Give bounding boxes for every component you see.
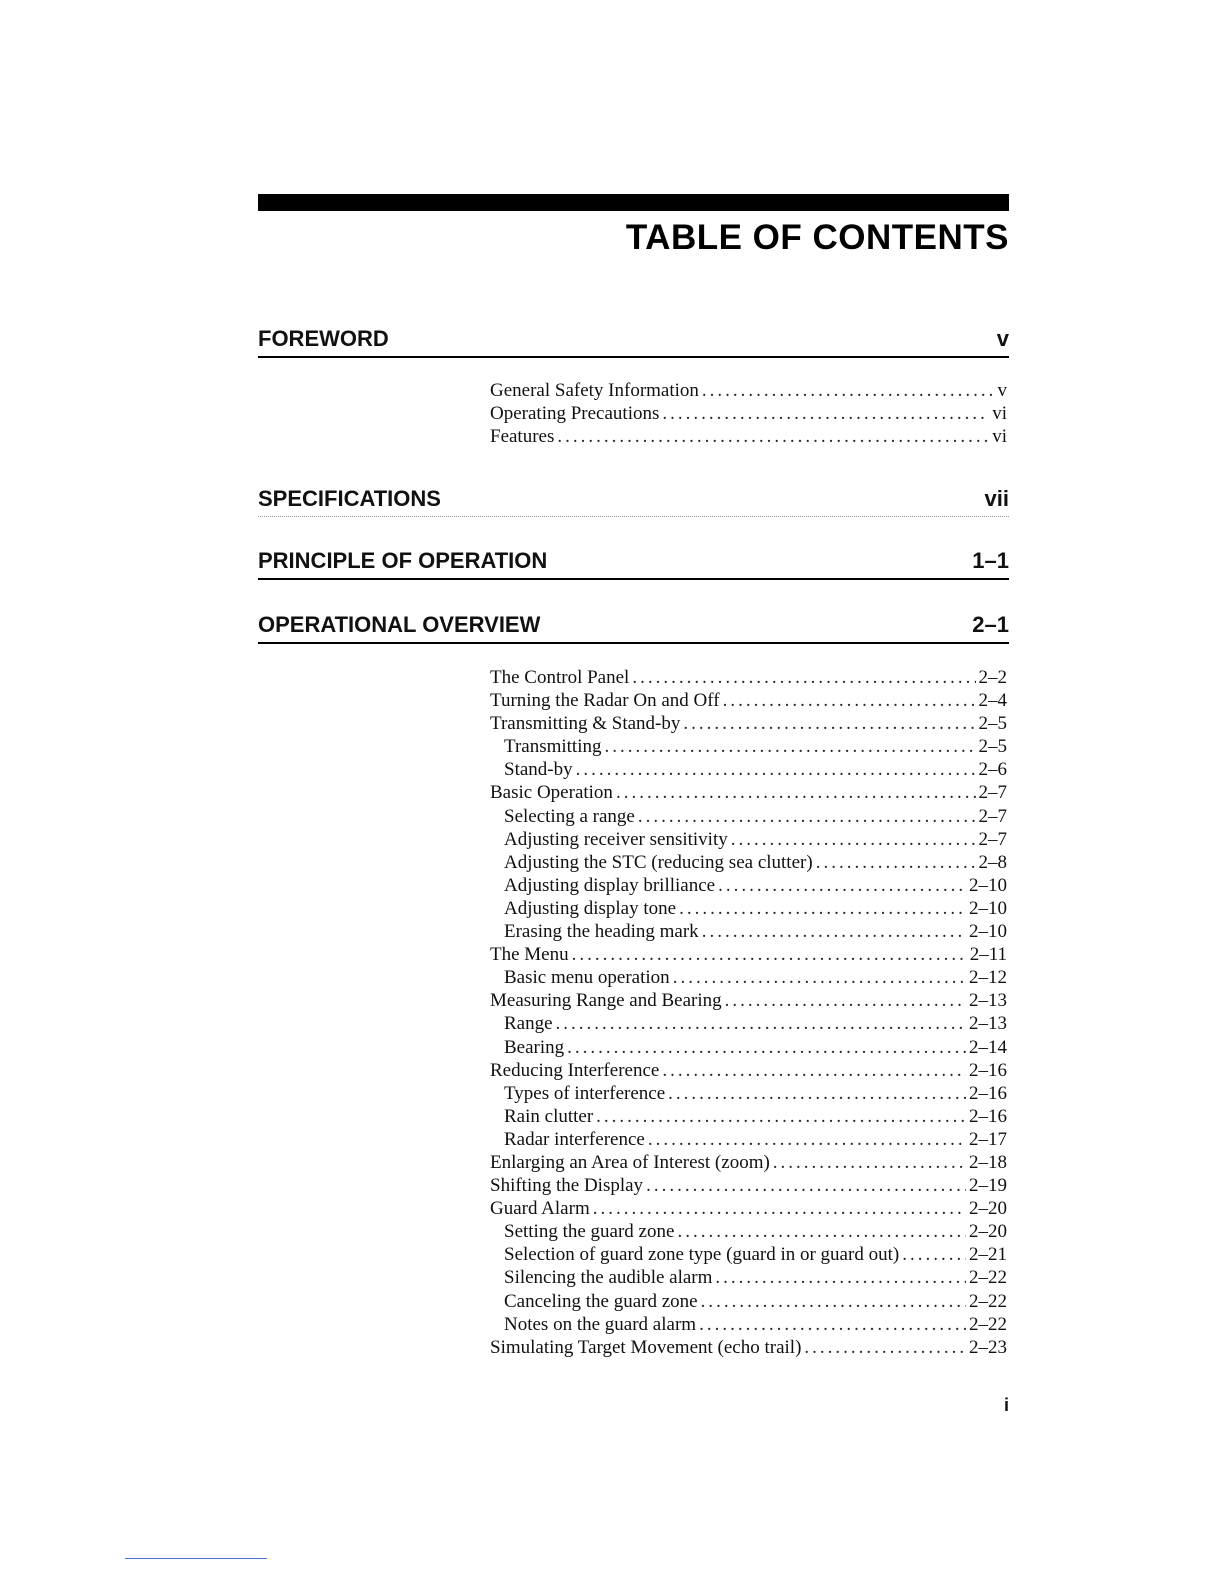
dot-leader	[632, 666, 975, 689]
dot-leader	[646, 1174, 966, 1197]
toc-subentry[interactable]	[490, 1290, 1007, 1313]
entry-page: 2–23	[969, 1336, 1007, 1358]
entry-page: 2–20	[969, 1198, 1007, 1220]
entry-label: Stand-by	[504, 759, 573, 781]
section-page: v	[996, 326, 1009, 351]
entry-page: 2–22	[969, 1267, 1007, 1289]
toc-entry[interactable]	[490, 781, 1007, 804]
toc-entry[interactable]	[490, 989, 1007, 1012]
scan-artifact-line	[125, 1558, 267, 1559]
entry-page: 2–14	[969, 1036, 1007, 1058]
entry-page: 2–5	[978, 736, 1007, 758]
dot-leader	[702, 920, 966, 943]
toc-subentry[interactable]	[490, 874, 1007, 897]
dot-leader	[638, 805, 976, 828]
entry-label: Adjusting the STC (reducing sea clutter)	[504, 851, 813, 873]
entry-page: 2–7	[978, 828, 1007, 850]
entry-page: 2–2	[978, 667, 1007, 688]
dot-leader	[723, 689, 976, 712]
entry-label: Guard Alarm	[490, 1198, 590, 1220]
dot-leader	[557, 425, 989, 448]
toc-subentry[interactable]	[490, 1128, 1007, 1151]
toc-subentry[interactable]	[490, 851, 1007, 874]
section-heading-specifications[interactable]	[258, 477, 1009, 517]
toc-subentry[interactable]	[490, 920, 1007, 943]
dot-leader	[683, 712, 975, 735]
entry-page: 2–10	[969, 897, 1007, 919]
dot-leader	[576, 758, 976, 781]
dot-leader	[725, 989, 966, 1012]
entry-page: 2–5	[978, 713, 1007, 735]
entry-label: Erasing the heading mark	[504, 921, 699, 943]
entry-page: 2–22	[969, 1313, 1007, 1335]
entry-label: Measuring Range and Bearing	[490, 990, 722, 1012]
entry-label: Radar interference	[504, 1128, 645, 1150]
section-page: vii	[984, 486, 1009, 511]
entry-page: 2–8	[978, 851, 1007, 873]
toc-entry[interactable]	[490, 402, 1007, 425]
entry-page: 2–6	[978, 759, 1007, 781]
dot-leader	[731, 828, 976, 851]
entry-page: 2–7	[978, 805, 1007, 827]
entry-page: 2–13	[969, 1013, 1007, 1035]
toc-entry[interactable]	[490, 689, 1007, 712]
dot-leader	[673, 966, 966, 989]
entry-label: Types of interference	[504, 1082, 666, 1104]
toc-subentry[interactable]	[490, 966, 1007, 989]
entry-label: Selection of guard zone type (guard in or guard out)	[504, 1244, 900, 1266]
dot-leader	[593, 1197, 966, 1220]
entry-label: Turning the Radar On and Off	[490, 690, 720, 712]
dot-leader	[804, 1336, 966, 1359]
entry-label: General Safety Information	[490, 380, 699, 401]
entry-label: Shifting the Display	[490, 1175, 644, 1197]
entry-page: 2–17	[969, 1128, 1007, 1150]
toc-entry[interactable]	[490, 666, 1007, 689]
entry-page: vi	[992, 403, 1007, 425]
entry-label: Setting the guard zone	[504, 1221, 675, 1243]
entry-page: 2–21	[969, 1244, 1007, 1266]
section-title: PRINCIPLE OF OPERATION	[258, 548, 548, 573]
page-number: i	[1004, 1395, 1010, 1415]
toc-entry[interactable]	[490, 943, 1007, 966]
entry-page: 2–22	[969, 1290, 1007, 1312]
entry-page: 2–11	[969, 944, 1007, 966]
toc-entry[interactable]	[490, 1197, 1007, 1220]
toc-subentry[interactable]	[490, 1082, 1007, 1105]
entry-label: Adjusting display tone	[504, 897, 677, 919]
dot-leader	[567, 1036, 966, 1059]
entry-label: Transmitting & Stand-by	[490, 713, 681, 735]
toc-entry[interactable]	[490, 379, 1007, 402]
entry-page: 2–10	[969, 921, 1007, 943]
toc-subentry[interactable]	[490, 1105, 1007, 1128]
entry-label: Canceling the guard zone	[504, 1290, 698, 1312]
dot-leader	[702, 379, 995, 402]
entry-page: 2–10	[969, 874, 1007, 896]
entry-page: 2–4	[978, 690, 1007, 712]
dot-leader	[718, 874, 966, 897]
entry-label: Range	[504, 1013, 553, 1035]
toc-entry[interactable]	[490, 1059, 1007, 1082]
dot-leader	[616, 781, 976, 804]
entry-label: Selecting a range	[504, 805, 635, 827]
toc-entry[interactable]	[490, 1336, 1007, 1359]
dot-leader	[677, 1220, 966, 1243]
toc-subentry[interactable]	[490, 805, 1007, 828]
toc-subentry[interactable]	[490, 1012, 1007, 1035]
entry-page: 2–16	[969, 1082, 1007, 1104]
toc-entry[interactable]	[490, 712, 1007, 735]
header-rule	[258, 194, 1009, 211]
section-heading-operational-overview[interactable]	[258, 604, 1009, 644]
toc-subentry[interactable]	[490, 828, 1007, 851]
dot-leader	[699, 1313, 966, 1336]
entry-page: v	[997, 380, 1007, 401]
toc-entry[interactable]	[490, 425, 1007, 448]
entry-page: 2–12	[969, 967, 1007, 989]
dot-leader	[662, 1059, 966, 1082]
entry-label: Adjusting display brilliance	[504, 874, 716, 896]
entry-page: vi	[992, 426, 1007, 448]
section-page: 2–1	[972, 612, 1009, 637]
foreword-entries	[490, 379, 1007, 448]
entry-label: Reducing Interference	[490, 1059, 660, 1081]
entry-page: 2–19	[969, 1175, 1007, 1197]
dot-leader	[596, 1105, 966, 1128]
toc-subentry[interactable]	[490, 1220, 1007, 1243]
dot-leader	[773, 1151, 966, 1174]
entry-label: Basic Operation	[490, 782, 613, 804]
entry-label: Notes on the guard alarm	[504, 1313, 697, 1335]
section-heading-foreword[interactable]	[258, 318, 1009, 358]
dot-leader	[701, 1290, 966, 1313]
dot-leader	[668, 1082, 966, 1105]
section-title: FOREWORD	[258, 326, 389, 351]
toc-subentry[interactable]	[490, 758, 1007, 781]
entry-label: The Control Panel	[490, 667, 630, 688]
dot-leader	[556, 1012, 966, 1035]
entry-label: The Menu	[490, 944, 569, 966]
operational-overview-entries	[490, 666, 1007, 1359]
entry-label: Rain clutter	[504, 1105, 594, 1127]
toc-entry[interactable]	[490, 1174, 1007, 1197]
dot-leader	[715, 1266, 966, 1289]
dot-leader	[662, 402, 989, 425]
toc-subentry[interactable]	[490, 1243, 1007, 1266]
entry-page: 2–16	[969, 1059, 1007, 1081]
entry-label: Operating Precautions	[490, 403, 660, 425]
entry-page: 2–7	[978, 782, 1007, 804]
dot-leader	[816, 851, 976, 874]
entry-label: Features	[490, 426, 555, 448]
section-title: SPECIFICATIONS	[258, 486, 441, 511]
dot-leader	[572, 943, 967, 966]
entry-label: Transmitting	[504, 736, 602, 758]
toc-subentry[interactable]	[490, 735, 1007, 758]
entry-label: Basic menu operation	[504, 967, 670, 989]
entry-page: 2–20	[969, 1221, 1007, 1243]
entry-label: Adjusting receiver sensitivity	[504, 828, 728, 850]
section-page: 1–1	[972, 548, 1009, 573]
entry-label: Bearing	[504, 1036, 565, 1058]
toc-subentry[interactable]	[490, 1313, 1007, 1336]
section-heading-principle-of-operation[interactable]	[258, 540, 1009, 580]
entry-page: 2–13	[969, 990, 1007, 1012]
page-title: TABLE OF CONTENTS	[625, 218, 1009, 257]
entry-label: Enlarging an Area of Interest (zoom)	[490, 1151, 770, 1173]
dot-leader	[902, 1243, 966, 1266]
entry-page: 2–18	[969, 1151, 1007, 1173]
dot-leader	[648, 1128, 966, 1151]
entry-label: Simulating Target Movement (echo trail)	[490, 1336, 802, 1358]
toc-subentry[interactable]	[490, 897, 1007, 920]
toc-subentry[interactable]	[490, 1036, 1007, 1059]
toc-subentry[interactable]	[490, 1266, 1007, 1289]
entry-page: 2–16	[969, 1105, 1007, 1127]
entry-label: Silencing the audible alarm	[504, 1267, 713, 1289]
dot-leader	[679, 897, 966, 920]
dot-leader	[605, 735, 976, 758]
section-title: OPERATIONAL OVERVIEW	[258, 612, 541, 637]
toc-entry[interactable]	[490, 1151, 1007, 1174]
